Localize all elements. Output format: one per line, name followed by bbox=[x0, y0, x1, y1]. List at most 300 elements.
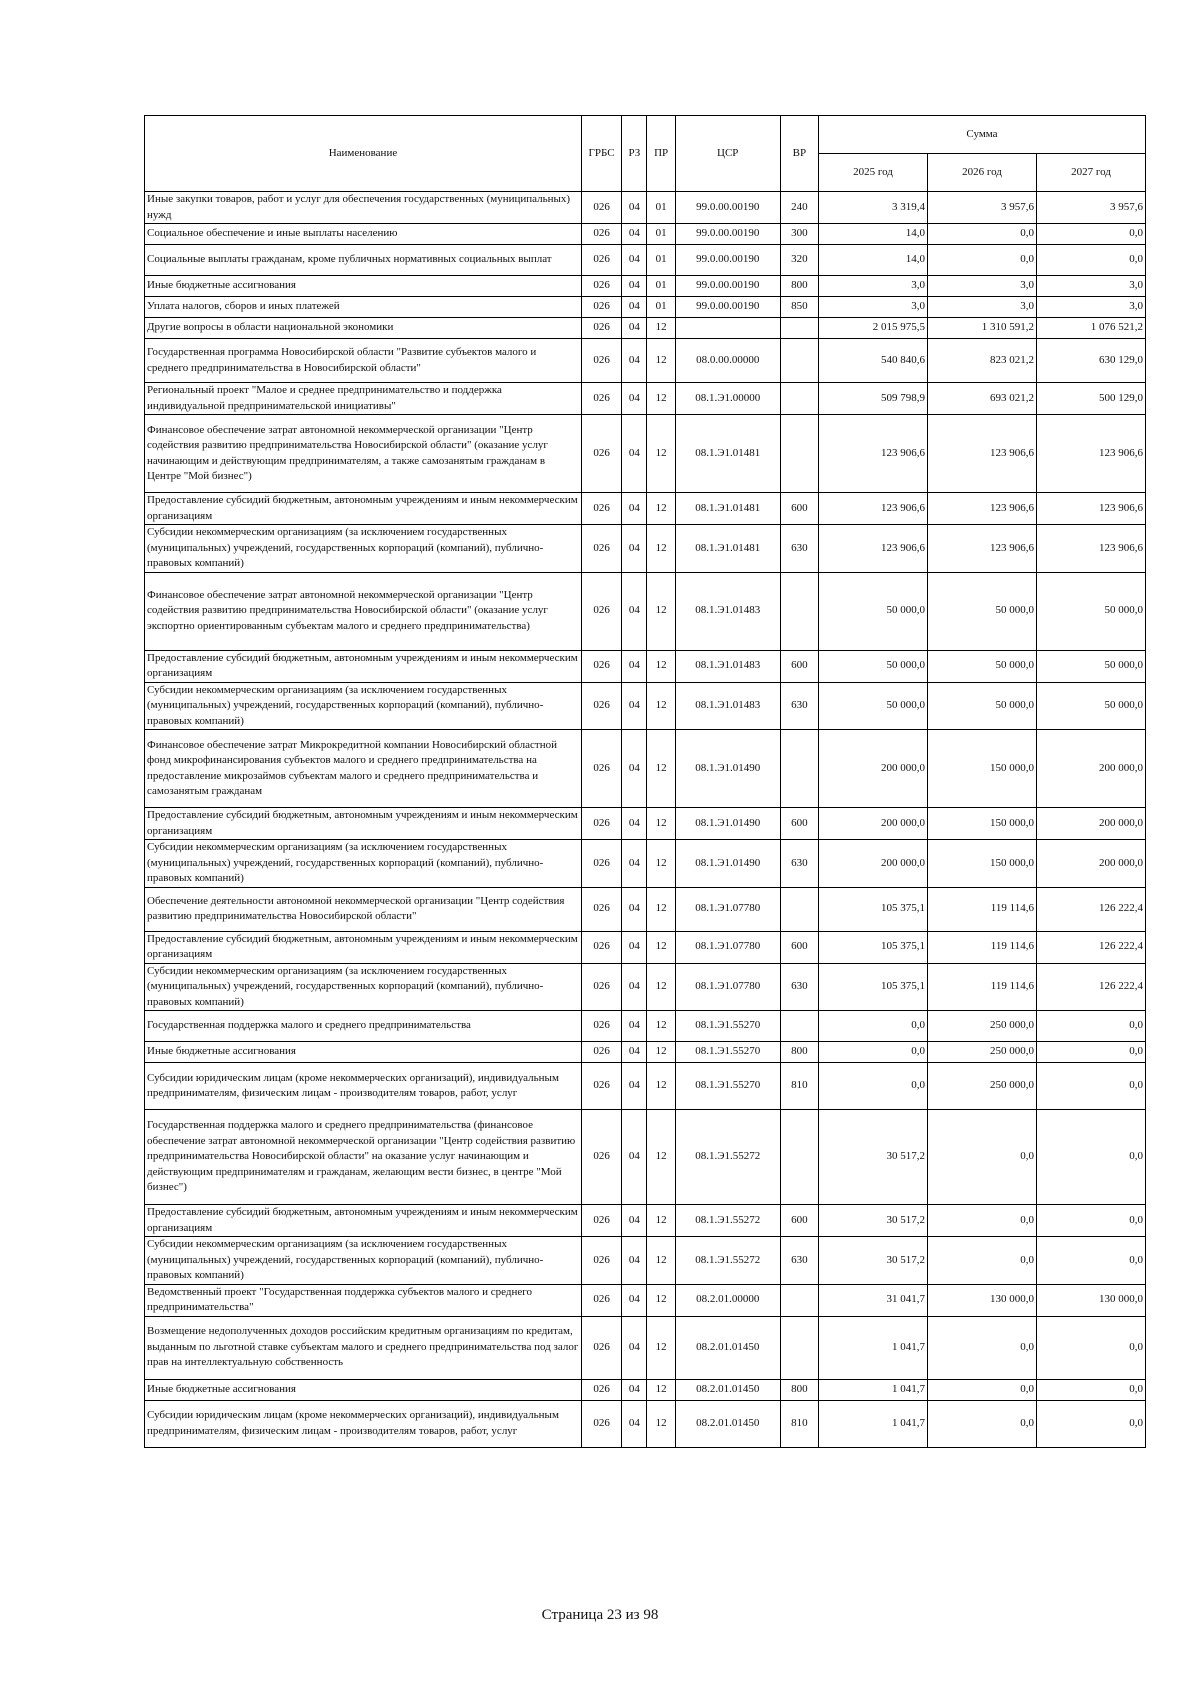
cell-rz: 04 bbox=[622, 1284, 647, 1316]
cell-name: Субсидии некоммерческим организациям (за исключением государственных (муниципальных) учреждений, государственных корпораций (компаний), публично-правовых компаний) bbox=[145, 963, 582, 1011]
cell-grbs: 026 bbox=[581, 525, 621, 573]
cell-sum-2025: 509 798,9 bbox=[819, 383, 928, 415]
cell-csr: 08.1.Э1.55272 bbox=[675, 1205, 780, 1237]
cell-pr: 01 bbox=[647, 276, 675, 297]
cell-grbs: 026 bbox=[581, 493, 621, 525]
cell-sum-2025: 3,0 bbox=[819, 297, 928, 318]
cell-vr: 630 bbox=[780, 525, 818, 573]
cell-sum-2025: 105 375,1 bbox=[819, 887, 928, 931]
cell-sum-2027: 126 222,4 bbox=[1036, 887, 1145, 931]
cell-sum-2025: 0,0 bbox=[819, 1042, 928, 1063]
cell-rz: 04 bbox=[622, 1110, 647, 1205]
cell-sum-2026: 150 000,0 bbox=[927, 808, 1036, 840]
cell-sum-2026: 119 114,6 bbox=[927, 963, 1036, 1011]
table-row bbox=[145, 1042, 1146, 1063]
cell-rz: 04 bbox=[622, 245, 647, 276]
table-row bbox=[145, 1205, 1146, 1237]
cell-sum-2027: 1 076 521,2 bbox=[1036, 318, 1145, 339]
cell-grbs: 026 bbox=[581, 840, 621, 888]
cell-rz: 04 bbox=[622, 525, 647, 573]
cell-sum-2026: 0,0 bbox=[927, 245, 1036, 276]
cell-name: Государственная программа Новосибирской области "Развитие субъектов малого и среднего предпринимательства в Новосибирской области" bbox=[145, 339, 582, 383]
cell-sum-2025: 200 000,0 bbox=[819, 730, 928, 808]
cell-csr: 99.0.00.00190 bbox=[675, 297, 780, 318]
cell-pr: 12 bbox=[647, 1205, 675, 1237]
cell-csr: 08.1.Э1.55272 bbox=[675, 1110, 780, 1205]
cell-name: Иные бюджетные ассигнования bbox=[145, 1042, 582, 1063]
cell-sum-2025: 14,0 bbox=[819, 224, 928, 245]
cell-sum-2027: 50 000,0 bbox=[1036, 682, 1145, 730]
cell-grbs: 026 bbox=[581, 192, 621, 224]
cell-rz: 04 bbox=[622, 297, 647, 318]
cell-pr: 01 bbox=[647, 224, 675, 245]
cell-vr bbox=[780, 1011, 818, 1042]
cell-pr: 12 bbox=[647, 1284, 675, 1316]
cell-sum-2026: 0,0 bbox=[927, 224, 1036, 245]
cell-sum-2027: 0,0 bbox=[1036, 1237, 1145, 1285]
cell-csr: 08.1.Э1.55270 bbox=[675, 1042, 780, 1063]
cell-sum-2027: 130 000,0 bbox=[1036, 1284, 1145, 1316]
cell-csr: 08.1.Э1.55270 bbox=[675, 1011, 780, 1042]
cell-sum-2027: 123 906,6 bbox=[1036, 415, 1145, 493]
cell-grbs: 026 bbox=[581, 682, 621, 730]
cell-sum-2026: 1 310 591,2 bbox=[927, 318, 1036, 339]
cell-pr: 12 bbox=[647, 1011, 675, 1042]
cell-rz: 04 bbox=[622, 887, 647, 931]
cell-name: Финансовое обеспечение затрат автономной некоммерческой организации "Центр содействия развитию предпринимательства Новосибирской области" (оказание услуг экспортно ориентированным субъектам малого и среднего предпринимательства) bbox=[145, 572, 582, 650]
cell-sum-2026: 150 000,0 bbox=[927, 730, 1036, 808]
cell-grbs: 026 bbox=[581, 1284, 621, 1316]
cell-name: Предоставление субсидий бюджетным, автономным учреждениям и иным некоммерческим организациям bbox=[145, 493, 582, 525]
cell-pr: 12 bbox=[647, 383, 675, 415]
cell-sum-2025: 1 041,7 bbox=[819, 1379, 928, 1400]
cell-sum-2025: 2 015 975,5 bbox=[819, 318, 928, 339]
cell-vr bbox=[780, 1110, 818, 1205]
cell-pr: 12 bbox=[647, 572, 675, 650]
cell-rz: 04 bbox=[622, 1063, 647, 1110]
table-row bbox=[145, 493, 1146, 525]
cell-vr: 600 bbox=[780, 650, 818, 682]
cell-grbs: 026 bbox=[581, 931, 621, 963]
cell-sum-2026: 50 000,0 bbox=[927, 682, 1036, 730]
cell-pr: 12 bbox=[647, 682, 675, 730]
cell-pr: 01 bbox=[647, 245, 675, 276]
cell-rz: 04 bbox=[622, 730, 647, 808]
cell-sum-2027: 0,0 bbox=[1036, 1110, 1145, 1205]
cell-name: Предоставление субсидий бюджетным, автономным учреждениям и иным некоммерческим организациям bbox=[145, 931, 582, 963]
cell-pr: 12 bbox=[647, 1063, 675, 1110]
header-year-2026: 2026 год bbox=[927, 154, 1036, 192]
cell-sum-2027: 630 129,0 bbox=[1036, 339, 1145, 383]
cell-sum-2025: 31 041,7 bbox=[819, 1284, 928, 1316]
cell-rz: 04 bbox=[622, 1316, 647, 1379]
cell-vr: 300 bbox=[780, 224, 818, 245]
table-header bbox=[145, 116, 1146, 192]
cell-rz: 04 bbox=[622, 808, 647, 840]
cell-grbs: 026 bbox=[581, 1042, 621, 1063]
cell-name: Финансовое обеспечение затрат автономной некоммерческой организации "Центр содействия развитию предпринимательства Новосибирской области" (оказание услуг начинающим и действующим предпринимателям, а также самозанятым гражданам в Центре "Мой бизнес") bbox=[145, 415, 582, 493]
cell-name: Социальное обеспечение и иные выплаты населению bbox=[145, 224, 582, 245]
cell-vr bbox=[780, 1316, 818, 1379]
cell-sum-2026: 119 114,6 bbox=[927, 931, 1036, 963]
cell-csr: 99.0.00.00190 bbox=[675, 245, 780, 276]
cell-grbs: 026 bbox=[581, 572, 621, 650]
cell-pr: 12 bbox=[647, 1316, 675, 1379]
cell-sum-2026: 119 114,6 bbox=[927, 887, 1036, 931]
table-row bbox=[145, 297, 1146, 318]
cell-csr: 08.1.Э1.01481 bbox=[675, 493, 780, 525]
table-row bbox=[145, 1237, 1146, 1285]
cell-sum-2025: 14,0 bbox=[819, 245, 928, 276]
table-row bbox=[145, 525, 1146, 573]
cell-name: Государственная поддержка малого и среднего предпринимательства (финансовое обеспечение затрат автономной некоммерческой организации "Центр содействия развитию предпринимательства Новосибирской области" на оказание услуг начинающим и действующим предпринимателям и гражданам, желающим вести бизнес, в центре "Мой бизнес") bbox=[145, 1110, 582, 1205]
cell-vr: 600 bbox=[780, 1205, 818, 1237]
cell-sum-2025: 30 517,2 bbox=[819, 1205, 928, 1237]
cell-grbs: 026 bbox=[581, 808, 621, 840]
cell-pr: 12 bbox=[647, 730, 675, 808]
table-row bbox=[145, 1400, 1146, 1447]
cell-sum-2027: 0,0 bbox=[1036, 1316, 1145, 1379]
cell-sum-2026: 50 000,0 bbox=[927, 572, 1036, 650]
cell-rz: 04 bbox=[622, 650, 647, 682]
cell-rz: 04 bbox=[622, 493, 647, 525]
cell-rz: 04 bbox=[622, 1400, 647, 1447]
cell-sum-2027: 50 000,0 bbox=[1036, 572, 1145, 650]
cell-rz: 04 bbox=[622, 224, 647, 245]
cell-sum-2025: 50 000,0 bbox=[819, 572, 928, 650]
cell-sum-2027: 0,0 bbox=[1036, 1379, 1145, 1400]
table-row bbox=[145, 383, 1146, 415]
cell-grbs: 026 bbox=[581, 383, 621, 415]
cell-name: Социальные выплаты гражданам, кроме публичных нормативных социальных выплат bbox=[145, 245, 582, 276]
cell-csr: 08.2.01.01450 bbox=[675, 1316, 780, 1379]
cell-csr: 08.2.01.01450 bbox=[675, 1400, 780, 1447]
cell-pr: 12 bbox=[647, 1379, 675, 1400]
cell-sum-2027: 3,0 bbox=[1036, 297, 1145, 318]
table-row bbox=[145, 415, 1146, 493]
cell-vr: 320 bbox=[780, 245, 818, 276]
cell-rz: 04 bbox=[622, 1042, 647, 1063]
cell-csr: 08.1.Э1.07780 bbox=[675, 887, 780, 931]
header-csr: ЦСР bbox=[675, 116, 780, 192]
cell-pr: 12 bbox=[647, 339, 675, 383]
cell-sum-2025: 1 041,7 bbox=[819, 1400, 928, 1447]
cell-sum-2026: 0,0 bbox=[927, 1316, 1036, 1379]
cell-sum-2025: 105 375,1 bbox=[819, 931, 928, 963]
cell-name: Иные бюджетные ассигнования bbox=[145, 276, 582, 297]
cell-vr bbox=[780, 415, 818, 493]
header-year-2027: 2027 год bbox=[1036, 154, 1145, 192]
cell-sum-2025: 50 000,0 bbox=[819, 650, 928, 682]
cell-sum-2027: 123 906,6 bbox=[1036, 525, 1145, 573]
cell-sum-2027: 0,0 bbox=[1036, 1011, 1145, 1042]
cell-sum-2027: 0,0 bbox=[1036, 1400, 1145, 1447]
table-row bbox=[145, 730, 1146, 808]
cell-pr: 12 bbox=[647, 1042, 675, 1063]
cell-grbs: 026 bbox=[581, 1237, 621, 1285]
cell-vr bbox=[780, 339, 818, 383]
cell-vr: 800 bbox=[780, 276, 818, 297]
cell-grbs: 026 bbox=[581, 887, 621, 931]
cell-rz: 04 bbox=[622, 415, 647, 493]
cell-vr: 630 bbox=[780, 840, 818, 888]
budget-table bbox=[144, 115, 1146, 1448]
cell-name: Предоставление субсидий бюджетным, автономным учреждениям и иным некоммерческим организациям bbox=[145, 808, 582, 840]
cell-sum-2027: 0,0 bbox=[1036, 1063, 1145, 1110]
cell-vr bbox=[780, 730, 818, 808]
table-row bbox=[145, 339, 1146, 383]
cell-name: Региональный проект "Малое и среднее предпринимательство и поддержка индивидуальной предпринимательской инициативы" bbox=[145, 383, 582, 415]
cell-csr: 08.1.Э1.01483 bbox=[675, 682, 780, 730]
cell-sum-2027: 500 129,0 bbox=[1036, 383, 1145, 415]
cell-name: Субсидии юридическим лицам (кроме некоммерческих организаций), индивидуальным предпринимателям, физическим лицам - производителям товаров, работ, услуг bbox=[145, 1400, 582, 1447]
cell-grbs: 026 bbox=[581, 1205, 621, 1237]
cell-name: Иные закупки товаров, работ и услуг для обеспечения государственных (муниципальных) нужд bbox=[145, 192, 582, 224]
cell-pr: 12 bbox=[647, 887, 675, 931]
cell-rz: 04 bbox=[622, 931, 647, 963]
cell-vr: 600 bbox=[780, 493, 818, 525]
table-row bbox=[145, 1110, 1146, 1205]
cell-sum-2026: 50 000,0 bbox=[927, 650, 1036, 682]
cell-sum-2027: 200 000,0 bbox=[1036, 840, 1145, 888]
cell-sum-2025: 123 906,6 bbox=[819, 493, 928, 525]
cell-csr: 08.1.Э1.07780 bbox=[675, 963, 780, 1011]
cell-rz: 04 bbox=[622, 840, 647, 888]
table-row bbox=[145, 224, 1146, 245]
cell-pr: 12 bbox=[647, 650, 675, 682]
cell-sum-2027: 126 222,4 bbox=[1036, 931, 1145, 963]
cell-rz: 04 bbox=[622, 963, 647, 1011]
cell-grbs: 026 bbox=[581, 1316, 621, 1379]
cell-name: Ведомственный проект "Государственная поддержка субъектов малого и среднего предпринимательства" bbox=[145, 1284, 582, 1316]
cell-csr: 08.1.Э1.01483 bbox=[675, 650, 780, 682]
cell-grbs: 026 bbox=[581, 339, 621, 383]
cell-sum-2026: 123 906,6 bbox=[927, 415, 1036, 493]
cell-sum-2025: 0,0 bbox=[819, 1011, 928, 1042]
cell-sum-2027: 50 000,0 bbox=[1036, 650, 1145, 682]
cell-pr: 12 bbox=[647, 318, 675, 339]
cell-grbs: 026 bbox=[581, 1400, 621, 1447]
cell-sum-2027: 200 000,0 bbox=[1036, 730, 1145, 808]
cell-grbs: 026 bbox=[581, 276, 621, 297]
cell-vr: 810 bbox=[780, 1400, 818, 1447]
table-row bbox=[145, 1063, 1146, 1110]
cell-grbs: 026 bbox=[581, 650, 621, 682]
cell-sum-2027: 3 957,6 bbox=[1036, 192, 1145, 224]
cell-vr: 800 bbox=[780, 1042, 818, 1063]
table-row bbox=[145, 1379, 1146, 1400]
cell-name: Субсидии юридическим лицам (кроме некоммерческих организаций), индивидуальным предпринимателям, физическим лицам - производителям товаров, работ, услуг bbox=[145, 1063, 582, 1110]
cell-sum-2027: 0,0 bbox=[1036, 1205, 1145, 1237]
cell-sum-2027: 126 222,4 bbox=[1036, 963, 1145, 1011]
cell-pr: 12 bbox=[647, 840, 675, 888]
cell-name: Субсидии некоммерческим организациям (за исключением государственных (муниципальных) учреждений, государственных корпораций (компаний), публично-правовых компаний) bbox=[145, 525, 582, 573]
cell-grbs: 026 bbox=[581, 963, 621, 1011]
table-row bbox=[145, 245, 1146, 276]
cell-name: Обеспечение деятельности автономной некоммерческой организации "Центр содействия развитию предпринимательства Новосибирской области" bbox=[145, 887, 582, 931]
cell-sum-2027: 0,0 bbox=[1036, 245, 1145, 276]
cell-vr: 810 bbox=[780, 1063, 818, 1110]
cell-rz: 04 bbox=[622, 1011, 647, 1042]
cell-sum-2026: 0,0 bbox=[927, 1110, 1036, 1205]
cell-name: Финансовое обеспечение затрат Микрокредитной компании Новосибирский областной фонд микрофинансирования субъектов малого и среднего предпринимательства на предоставление микрозаймов субъектам малого и среднего предпринимательства и самозанятым гражданам bbox=[145, 730, 582, 808]
cell-pr: 01 bbox=[647, 297, 675, 318]
cell-csr: 08.1.Э1.01490 bbox=[675, 840, 780, 888]
cell-pr: 12 bbox=[647, 931, 675, 963]
cell-sum-2026: 123 906,6 bbox=[927, 525, 1036, 573]
cell-csr bbox=[675, 318, 780, 339]
header-rz: РЗ bbox=[622, 116, 647, 192]
cell-sum-2025: 50 000,0 bbox=[819, 682, 928, 730]
cell-grbs: 026 bbox=[581, 1110, 621, 1205]
cell-csr: 08.0.00.00000 bbox=[675, 339, 780, 383]
cell-rz: 04 bbox=[622, 339, 647, 383]
table-row bbox=[145, 1011, 1146, 1042]
cell-sum-2025: 540 840,6 bbox=[819, 339, 928, 383]
header-vr: ВР bbox=[780, 116, 818, 192]
cell-sum-2025: 3,0 bbox=[819, 276, 928, 297]
table-body bbox=[145, 192, 1146, 1448]
cell-sum-2026: 693 021,2 bbox=[927, 383, 1036, 415]
cell-rz: 04 bbox=[622, 1379, 647, 1400]
cell-sum-2025: 1 041,7 bbox=[819, 1316, 928, 1379]
cell-pr: 01 bbox=[647, 192, 675, 224]
cell-csr: 08.1.Э1.55270 bbox=[675, 1063, 780, 1110]
cell-vr: 630 bbox=[780, 963, 818, 1011]
cell-vr bbox=[780, 318, 818, 339]
cell-csr: 08.1.Э1.55272 bbox=[675, 1237, 780, 1285]
cell-grbs: 026 bbox=[581, 297, 621, 318]
cell-name: Уплата налогов, сборов и иных платежей bbox=[145, 297, 582, 318]
cell-sum-2027: 0,0 bbox=[1036, 1042, 1145, 1063]
table-row bbox=[145, 318, 1146, 339]
cell-sum-2027: 123 906,6 bbox=[1036, 493, 1145, 525]
cell-csr: 08.1.Э1.01490 bbox=[675, 730, 780, 808]
cell-name: Субсидии некоммерческим организациям (за исключением государственных (муниципальных) учреждений, государственных корпораций (компаний), публично-правовых компаний) bbox=[145, 1237, 582, 1285]
cell-sum-2025: 3 319,4 bbox=[819, 192, 928, 224]
table-row bbox=[145, 276, 1146, 297]
cell-vr: 850 bbox=[780, 297, 818, 318]
cell-sum-2026: 250 000,0 bbox=[927, 1011, 1036, 1042]
header-pr: ПР bbox=[647, 116, 675, 192]
cell-csr: 08.2.01.00000 bbox=[675, 1284, 780, 1316]
cell-name: Субсидии некоммерческим организациям (за исключением государственных (муниципальных) учреждений, государственных корпораций (компаний), публично-правовых компаний) bbox=[145, 682, 582, 730]
cell-csr: 99.0.00.00190 bbox=[675, 276, 780, 297]
table-row bbox=[145, 887, 1146, 931]
cell-rz: 04 bbox=[622, 572, 647, 650]
cell-name: Государственная поддержка малого и среднего предпринимательства bbox=[145, 1011, 582, 1042]
cell-csr: 08.2.01.01450 bbox=[675, 1379, 780, 1400]
cell-grbs: 026 bbox=[581, 1063, 621, 1110]
cell-rz: 04 bbox=[622, 1237, 647, 1285]
cell-pr: 12 bbox=[647, 1400, 675, 1447]
cell-rz: 04 bbox=[622, 192, 647, 224]
cell-name: Иные бюджетные ассигнования bbox=[145, 1379, 582, 1400]
table-row bbox=[145, 192, 1146, 224]
cell-pr: 12 bbox=[647, 1237, 675, 1285]
cell-vr bbox=[780, 1284, 818, 1316]
cell-pr: 12 bbox=[647, 963, 675, 1011]
cell-sum-2025: 0,0 bbox=[819, 1063, 928, 1110]
cell-grbs: 026 bbox=[581, 415, 621, 493]
table-row bbox=[145, 650, 1146, 682]
cell-vr: 600 bbox=[780, 931, 818, 963]
cell-csr: 08.1.Э1.01481 bbox=[675, 415, 780, 493]
cell-sum-2026: 3,0 bbox=[927, 276, 1036, 297]
cell-grbs: 026 bbox=[581, 245, 621, 276]
cell-name: Предоставление субсидий бюджетным, автономным учреждениям и иным некоммерческим организациям bbox=[145, 650, 582, 682]
cell-name: Субсидии некоммерческим организациям (за исключением государственных (муниципальных) учреждений, государственных корпораций (компаний), публично-правовых компаний) bbox=[145, 840, 582, 888]
cell-grbs: 026 bbox=[581, 1011, 621, 1042]
header-sum: Сумма bbox=[819, 116, 1146, 154]
cell-name: Другие вопросы в области национальной экономики bbox=[145, 318, 582, 339]
table-row bbox=[145, 963, 1146, 1011]
cell-sum-2026: 3 957,6 bbox=[927, 192, 1036, 224]
cell-name: Возмещение недополученных доходов российским кредитным организациям по кредитам, выданным по льготной ставке субъектам малого и среднего предпринимательства под залог прав на интеллектуальную собственность bbox=[145, 1316, 582, 1379]
table-row bbox=[145, 682, 1146, 730]
cell-rz: 04 bbox=[622, 383, 647, 415]
cell-sum-2025: 123 906,6 bbox=[819, 415, 928, 493]
cell-pr: 12 bbox=[647, 1110, 675, 1205]
cell-sum-2026: 0,0 bbox=[927, 1400, 1036, 1447]
cell-pr: 12 bbox=[647, 415, 675, 493]
cell-sum-2026: 823 021,2 bbox=[927, 339, 1036, 383]
table-row bbox=[145, 1316, 1146, 1379]
cell-rz: 04 bbox=[622, 276, 647, 297]
cell-sum-2025: 30 517,2 bbox=[819, 1237, 928, 1285]
cell-vr bbox=[780, 383, 818, 415]
cell-sum-2025: 123 906,6 bbox=[819, 525, 928, 573]
header-name: Наименование bbox=[145, 116, 582, 192]
cell-sum-2027: 3,0 bbox=[1036, 276, 1145, 297]
table-row bbox=[145, 572, 1146, 650]
cell-sum-2026: 0,0 bbox=[927, 1379, 1036, 1400]
cell-csr: 99.0.00.00190 bbox=[675, 192, 780, 224]
cell-vr: 600 bbox=[780, 808, 818, 840]
cell-vr: 800 bbox=[780, 1379, 818, 1400]
cell-pr: 12 bbox=[647, 493, 675, 525]
cell-vr bbox=[780, 572, 818, 650]
cell-rz: 04 bbox=[622, 318, 647, 339]
cell-grbs: 026 bbox=[581, 1379, 621, 1400]
cell-rz: 04 bbox=[622, 682, 647, 730]
cell-sum-2025: 200 000,0 bbox=[819, 808, 928, 840]
cell-csr: 08.1.Э1.01481 bbox=[675, 525, 780, 573]
cell-sum-2026: 0,0 bbox=[927, 1237, 1036, 1285]
cell-name: Предоставление субсидий бюджетным, автономным учреждениям и иным некоммерческим организациям bbox=[145, 1205, 582, 1237]
cell-sum-2025: 105 375,1 bbox=[819, 963, 928, 1011]
cell-sum-2027: 0,0 bbox=[1036, 224, 1145, 245]
cell-grbs: 026 bbox=[581, 730, 621, 808]
cell-grbs: 026 bbox=[581, 318, 621, 339]
table-row bbox=[145, 931, 1146, 963]
cell-csr: 08.1.Э1.01490 bbox=[675, 808, 780, 840]
cell-sum-2025: 30 517,2 bbox=[819, 1110, 928, 1205]
cell-vr bbox=[780, 887, 818, 931]
cell-rz: 04 bbox=[622, 1205, 647, 1237]
cell-sum-2026: 150 000,0 bbox=[927, 840, 1036, 888]
cell-vr: 630 bbox=[780, 1237, 818, 1285]
cell-csr: 08.1.Э1.00000 bbox=[675, 383, 780, 415]
cell-vr: 630 bbox=[780, 682, 818, 730]
header-year-2025: 2025 год bbox=[819, 154, 928, 192]
cell-csr: 08.1.Э1.01483 bbox=[675, 572, 780, 650]
cell-sum-2026: 123 906,6 bbox=[927, 493, 1036, 525]
page-number: Страница 23 из 98 bbox=[541, 1607, 659, 1623]
table-row bbox=[145, 840, 1146, 888]
cell-vr: 240 bbox=[780, 192, 818, 224]
cell-csr: 08.1.Э1.07780 bbox=[675, 931, 780, 963]
